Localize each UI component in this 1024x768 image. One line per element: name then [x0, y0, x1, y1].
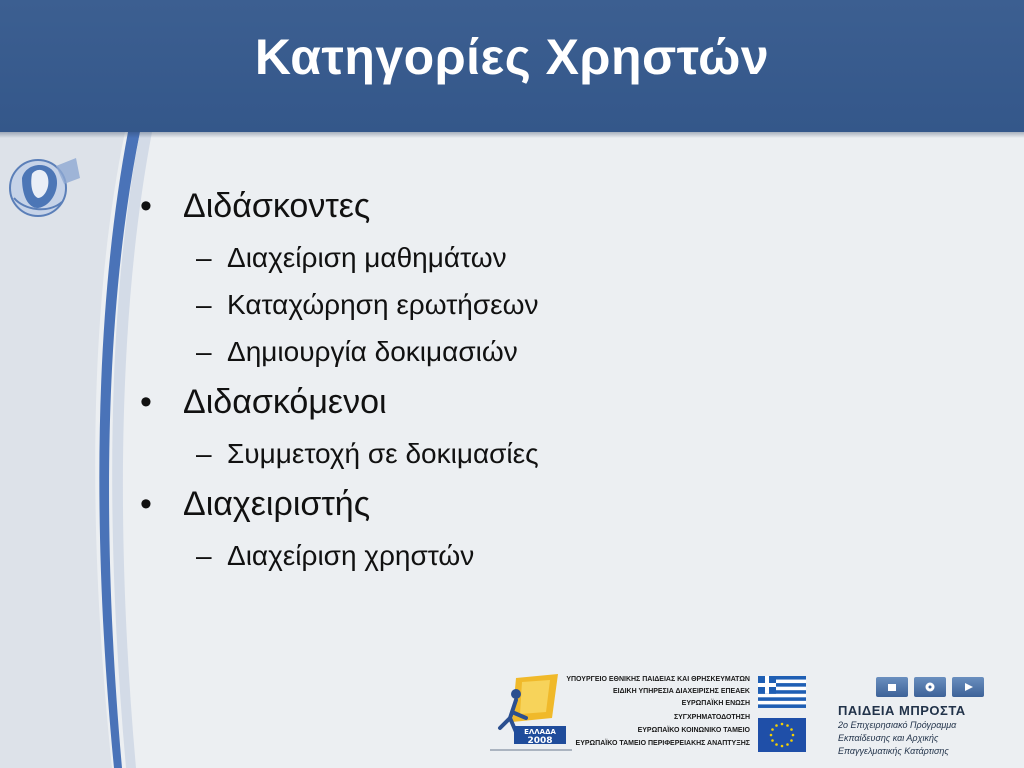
- sub-bullet-text: Καταχώρηση ερωτήσεων: [227, 289, 539, 320]
- bullet-text: Διαχειριστής: [183, 485, 371, 523]
- slide-title: Κατηγορίες Χρηστών: [254, 29, 770, 85]
- paideia-line: Εκπαίδευσης και Αρχικής: [838, 733, 939, 743]
- ministry-line: ΕΥΡΩΠΑΪΚΗ ΕΝΩΣΗ: [681, 700, 750, 707]
- greece-logo-year: 2008: [527, 736, 553, 746]
- sub-bullet-item: [140, 288, 840, 322]
- paideia-line: Επαγγελματικής Κατάρτισης: [838, 746, 949, 756]
- sub-bullet-dash: –: [196, 438, 212, 469]
- ministry-line: ΕΙΔΙΚΗ ΥΠΗΡΕΣΙΑ ΔΙΑΧΕΙΡΙΣΗΣ ΕΠΕΑΕΚ: [612, 688, 750, 695]
- eu-flag-icon: [758, 718, 806, 752]
- bullet-dot: •: [140, 187, 152, 225]
- sub-bullet-item: [140, 241, 840, 275]
- sub-bullet-text: Συμμετοχή σε δοκιμασίες: [227, 438, 539, 469]
- paideia-title: ΠΑΙΔΕΙΑ ΜΠΡΟΣΤΑ: [838, 703, 966, 718]
- greece-logo-label: ΕΛΛΑΔΑ: [524, 728, 556, 736]
- sub-bullet-text: Διαχείριση χρηστών: [227, 540, 475, 571]
- ministry-line: ΥΠΟΥΡΓΕΙΟ ΕΘΝΙΚΗΣ ΠΑΙΔΕΙΑΣ ΚΑΙ ΘΡΗΣΚΕΥΜΑΤΩΝ: [566, 676, 750, 683]
- play-icon: [952, 677, 984, 697]
- cd-button[interactable]: [914, 677, 946, 697]
- sub-bullet-dash: –: [196, 242, 212, 273]
- disc-icon: [914, 677, 946, 697]
- bullet-item: [140, 484, 840, 524]
- sub-bullet-text: Διαχείριση μαθημάτων: [227, 242, 507, 273]
- sub-bullet-dash: –: [196, 336, 212, 367]
- bullet-item: [140, 382, 840, 422]
- paideia-line: 2ο Επιχειρησιακό Πρόγραμμα: [838, 720, 957, 730]
- sub-bullet-text: Δημιουργία δοκιμασιών: [227, 336, 518, 367]
- sub-bullet-dash: –: [196, 289, 212, 320]
- ministry-line: ΕΥΡΩΠΑΪΚΟ ΚΟΙΝΩΝΙΚΟ ΤΑΜΕΙΟ: [637, 727, 750, 734]
- sub-bullet-dash: –: [196, 540, 212, 571]
- play-button[interactable]: [952, 677, 984, 697]
- home-icon: [876, 677, 908, 697]
- bullet-text: Διδάσκοντες: [183, 187, 371, 225]
- sub-bullet-item: [140, 437, 840, 471]
- sub-bullet-item: [140, 539, 840, 573]
- ministry-line: ΕΥΡΩΠΑΪΚΟ ΤΑΜΕΙΟ ΠΕΡΙΦΕΡΕΙΑΚΗΣ ΑΝΑΠΤΥΞΗΣ: [575, 740, 750, 747]
- greek-flag-icon: [758, 676, 806, 708]
- bullet-dot: •: [140, 485, 152, 523]
- title-bar-shadow: [0, 132, 1024, 138]
- ministry-line: ΣΥΓΧΡΗΜΑΤΟΔΟΤΗΣΗ: [673, 714, 750, 721]
- sub-bullet-item: [140, 335, 840, 369]
- bullet-dot: •: [140, 383, 152, 421]
- greek-head-logo-icon: [4, 148, 86, 224]
- bullet-list: [140, 186, 840, 586]
- home-button[interactable]: [876, 677, 908, 697]
- bullet-item: [140, 186, 840, 226]
- bullet-text: Διδασκόμενοι: [183, 383, 387, 421]
